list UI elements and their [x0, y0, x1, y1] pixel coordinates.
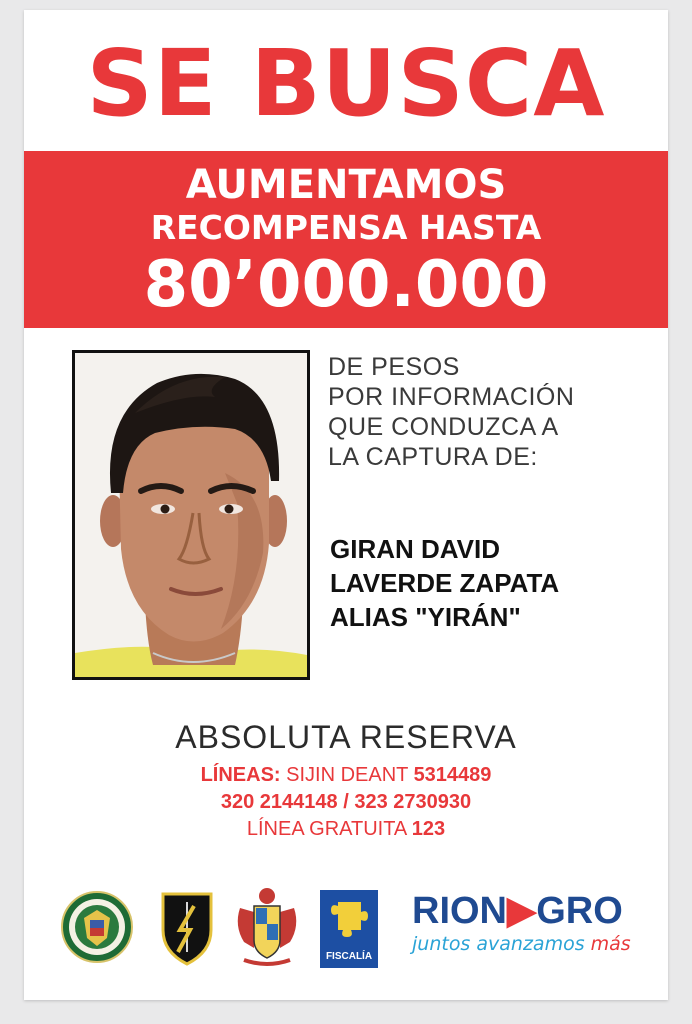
free-line: [24, 816, 668, 843]
puzzle-icon: [320, 890, 378, 948]
absolute-reserve: ABSOLUTA RESERVA: [175, 719, 517, 755]
fiscalia-label: FISCALÍA: [325, 951, 373, 962]
free-line-number: 123: [411, 818, 446, 840]
reward-amount: 80’000.000: [143, 248, 549, 322]
wanted-poster: [24, 10, 668, 1000]
suspect-portrait-image: [75, 353, 307, 677]
free-line-label: LÍNEA GRATUITA: [246, 818, 407, 840]
lines-label: LÍNEAS:: [200, 764, 281, 786]
rionegro-prefix: RION: [412, 890, 507, 932]
name-line: LAVERDE ZAPATA: [330, 568, 560, 598]
fiscalia-logo: [320, 890, 378, 968]
description-line: LA CAPTURA DE:: [328, 443, 538, 471]
arrow-icon: ▶: [507, 890, 537, 932]
sijin-number: 5314489: [413, 764, 492, 786]
rionegro-wordmark: [412, 890, 642, 932]
rionegro-slogan: [412, 932, 642, 956]
description-line: QUE CONDUZCA A: [328, 413, 559, 441]
wanted-person-name: [330, 532, 660, 634]
contact-lines: [24, 762, 668, 843]
alias-line: ALIAS "YIRÁN": [330, 602, 521, 632]
description-line: POR INFORMACIÓN: [328, 383, 575, 411]
banner-line-2: RECOMPENSA HASTA: [150, 208, 542, 247]
sijin-shield-logo: [160, 890, 214, 966]
sijin-label: SIJIN DEANT: [286, 764, 408, 786]
slogan-emphasis: más: [590, 933, 631, 955]
reward-description: [328, 352, 658, 472]
reward-banner: [24, 151, 668, 328]
sijin-line: [24, 762, 668, 789]
poster-title: SE BUSCA: [86, 30, 606, 137]
mobile-numbers: 320 2144148 / 323 2730930: [220, 791, 472, 813]
police-seal-logo: [60, 890, 134, 964]
description-line: DE PESOS: [328, 353, 460, 381]
coat-of-arms-logo: [234, 886, 300, 968]
name-line: GIRAN DAVID: [330, 534, 500, 564]
rionegro-logo: [412, 890, 642, 956]
slogan-main: juntos avanzamos: [412, 933, 585, 955]
rionegro-suffix: GRO: [536, 890, 623, 932]
suspect-photo: [72, 350, 310, 680]
banner-line-1: AUMENTAMOS: [185, 162, 507, 208]
